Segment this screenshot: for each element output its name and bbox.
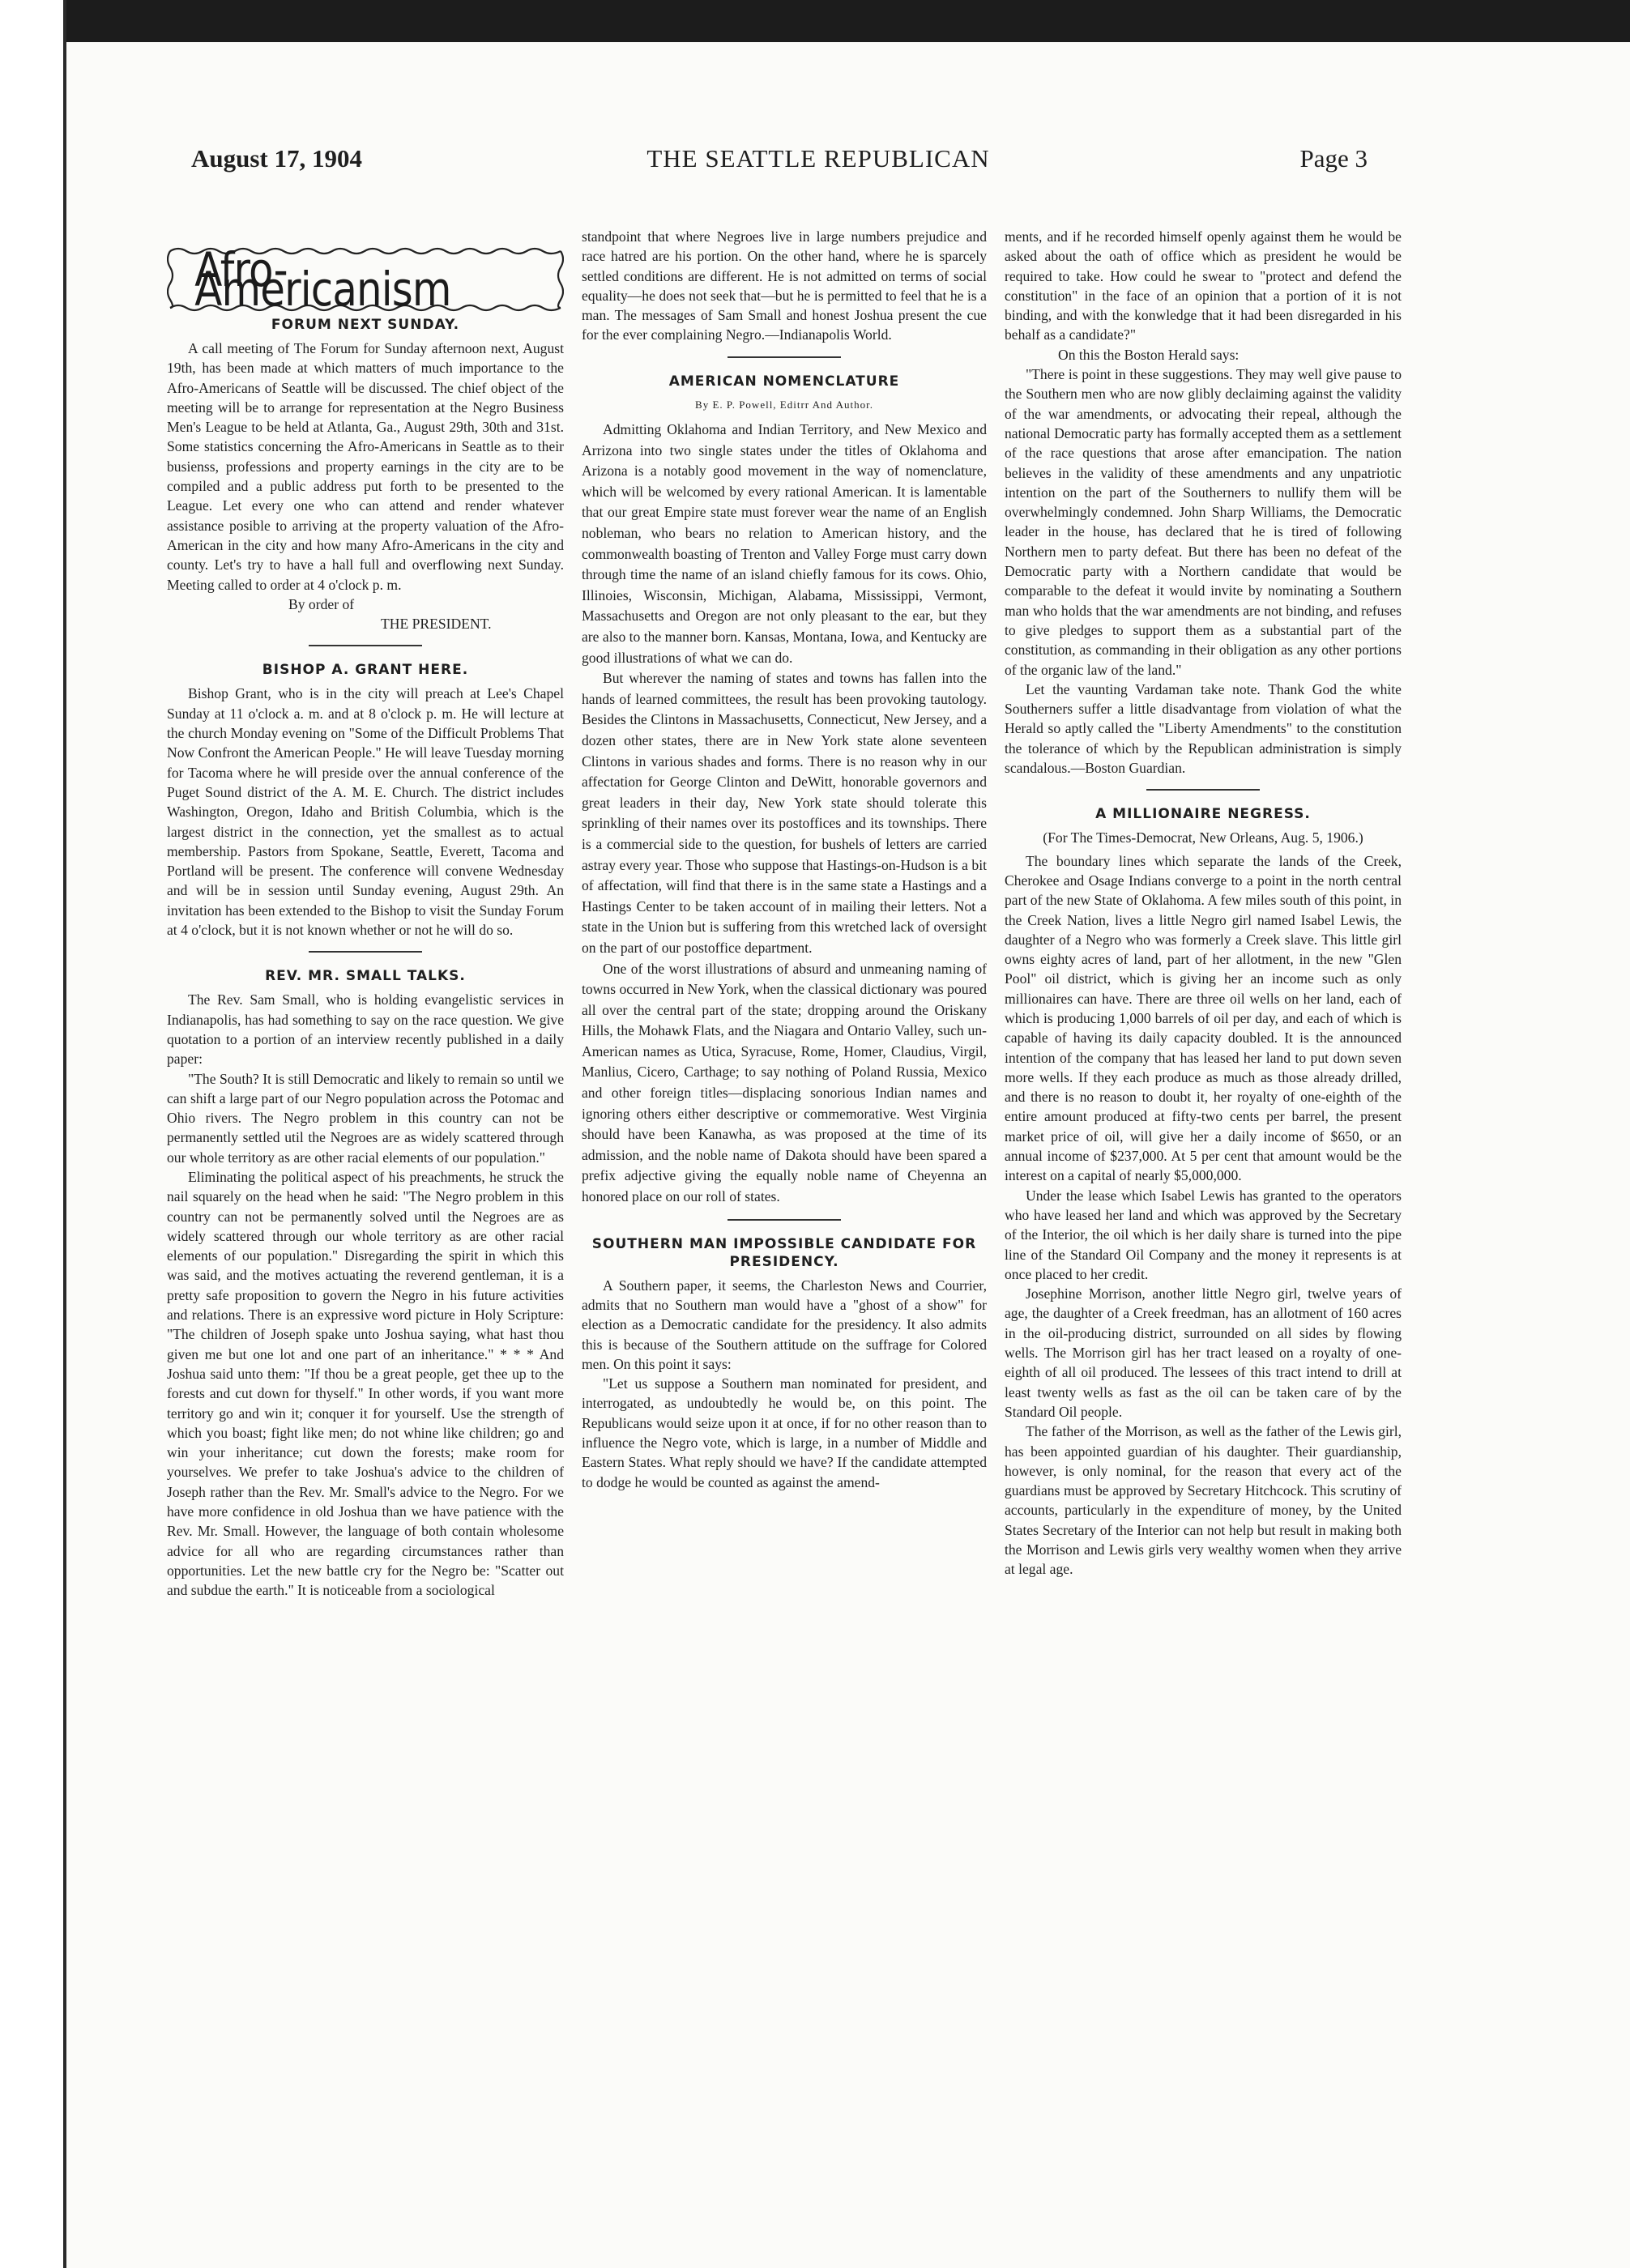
vardaman-paragraph: Let the vaunting Vardaman take note. Thank God the white Southerners suffer a little disadvantage from violation of what the Herald so aptly called the "Liberty Amendments" to the constitution the tolerance of which by the Republican administration is simply scandalous.—Boston Guardian. [1005, 680, 1402, 777]
article-divider [728, 356, 841, 358]
section-masthead [167, 241, 564, 317]
bishop-heading: BISHOP A. GRANT HERE. [262, 662, 469, 679]
article-divider [309, 951, 422, 953]
small-heading: REV. MR. SMALL TALKS. [265, 968, 466, 985]
article-divider [309, 645, 422, 646]
scan-top-border [0, 0, 1630, 42]
forum-signature-line: By order of [288, 595, 355, 612]
nomenclature-byline: By E. P. Powell, Editrr And Author. [695, 398, 873, 411]
issue-date: August 17, 1904 [191, 144, 363, 173]
nomenclature-paragraph-2: But wherever the naming of states and towns has fallen into the hands of learned committees, the result has been provoking tautology. Besides the Clintons in Massachusetts, Connecticut, New Jersey, and a dozen other states, there are in New York state alone seventeen Clintons in various shades and forms. There is no reason why in our affectation for George Clinton and DeWitt, honorable governors and great leaders in their day, New York state should tolerate this sprinkling of their names over its postoffices and its townships. There is a commercial side to the question, for bushels of letters are carried astray every year. Those who suppose that Hastings-on-Hudson is a bit of affectation, will find that there is in the same state a Hastings and a Hastings Center to be taken account of in mailing their letters. Not a state in the Union but is suffering from this wretched lack of oversight on the part of our postoffice department. [582, 670, 987, 956]
column-2 [582, 227, 987, 1492]
forum-paragraph: A call meeting of The Forum for Sunday afternoon next, August 19th, has been made at which matters of much importance to the Afro-Americans of Seattle will be discussed. The chief object of the meeting will be to arrange for representation at the Negro Business Men's League to be held at Atlanta, Ga., August 29th, 30th and 31st. Some statistics concerning the Afro-Americans in Seattle as to their busienss, professions and property earnings in the city are to be compiled and a public address put forth to be presented to the League. Let every one who can attend and render whatever assistance posible to arriving at the property valuation of the Afro-American in the city and how many Afro-Americans in the city and county. Let's try to have a hall full and overflowing next Sunday. Meeting called to order at 4 o'clock p. m. [167, 340, 564, 593]
millionaire-source: (For The Times-Democrat, New Orleans, Aug. 5, 1906.) [1043, 829, 1363, 846]
small-paragraph-2: "The South? It is still Democratic and likely to remain so until we can shift a large part of our Negro population across the Potomac and Ohio rivers. The Negro problem in this country can not be permanently settled util the Negroes are as widely scattered through our whole territory as are other racial elements of our population." [167, 1070, 564, 1166]
forum-signature-name: THE PRESIDENT. [381, 616, 492, 633]
nomenclature-paragraph-3: One of the worst illustrations of absurd and unmeaning naming of towns occurred in New York, when the classical dictionary was poured all over the central part of the state; dropping around the Oriskany Hills, the Mohawk Flats, and the Niagara and Ontario Valley, such un-American names as Utica, Syracuse, Rome, Homer, Claudius, Virgil, Manlius, Cicero, Carthage; to say nothing of Poland Russia, Mexico and other foreign titles—displacing sonorious Indian names and ignoring others either descriptive or commemorative. West Virginia should have been Kanawha, as was proposed at the time of its admission, and the noble name of Dakota should have been spared a prefix adjective giving the equally noble name of Cheyenna an honored place on our roll of states. [582, 960, 987, 1205]
boston-herald-quote: "There is point in these suggestions. They may well give pause to the Southern men who are now glibly declaiming against the validity of the war amendments, or advocating their repeal, although the national Democratic party has formally accepted them as a settlement of the race questions that arose after emancipation. The nation believes in the validity of these amendments and any unpatriotic intention on the part of the Southerners to nullify them will be overwhelmingly condemned. John Sharp Williams, the Democratic leader in the house, has declared that he is tired of following Northern men to party defeat. But there has been no defeat of the Democratic party with a Northern candidate that would be comparable to the defeat it would invite by nominating a Southern man who holds that the war amendments are not binding, and refuses to give pledges to support them as a substantial part of the constitution, as commanding in their obligation as any other portions of the organic law of the land." [1005, 366, 1402, 678]
small-paragraph-3: Eliminating the political aspect of his preachments, he struck the nail squarely on the head when he said: "The Negro problem in this country can not be permanently solved until the Negroes are as widely scattered through our whole territory as are other racial elements of our population." Disregarding the spirit in which this was said, and the motives actuating the reverend gentleman, it is a pretty safe proposition to govern the Negro in his future activities and relations. There is an expressive word picture in Holy Scripture: "The children of Joseph spake unto Joshua saying, what hast thou given me but one lot and one part of an inheritance." * * * And Joshua said unto them: "If thou be a great people, get thee up to the forests and cut down for thyself." In other words, if you want more territory go and win it; conquer it for yourself. Use the strength of which you boast; fight like men; do not whine like children; go and win your inheritance; cut down the forests; make room for yourselves. We prefer to take Joshua's advice to the children of Joseph rather than the Rev. Mr. Small's advice to the Negro. For we have more confidence in old Joshua than we have patience with the Rev. Mr. Small. However, the language of both contain wholesome advice for all who are regarding circumstances rather than opportunities. Let the new battle cry for the Negro be: "Scatter out and subdue the earth." It is noticeable from a sociological [167, 1168, 564, 1599]
paper-name: THE SEATTLE REPUBLICAN [646, 144, 990, 173]
page-number: Page 3 [1299, 144, 1368, 173]
southern-heading: SOUTHERN MAN IMPOSSIBLE CANDIDATE FOR PRESIDENCY. [591, 1235, 977, 1270]
southern-continuation: ments, and if he recorded himself openly against them he would be asked about the oath of office which as president he would be required to take. How could he swear to "protect and defend the constitution" in the face of an opinion that a portion of it is not binding, and with the konwledge that it had been disregarded in his behalf as a candidate?" [1005, 228, 1402, 343]
boston-herald-intro: On this the Boston Herald says: [1058, 346, 1240, 363]
millionaire-paragraph-3: Josephine Morrison, another little Negro girl, twelve years of age, the daughter of a Creek freedman, has an allotment of 160 acres in the oil-producing district, surrounded on all sides by flowing wells. The Morrison girl has her tract leased on a royalty of one-eighth of all oil produced. The lessees of this tract intend to drill at least twenty wells as fast as the oil can be taken care of by the Standard Oil people. [1005, 1285, 1402, 1420]
southern-paragraph-2: "Let us suppose a Southern man nominated for president, and interrogated, as undoubtedly he would be, on this point. The Republicans would seize upon it at once, if for no other reason than to influence the Negro vote, which is large, in a number of Middle and Eastern States. What reply should we have? If the candidate attempted to dodge he would be counted as against the amend- [582, 1375, 987, 1490]
small-continuation: standpoint that where Negroes live in large numbers prejudice and race hatred are his portion. On the other hand, where he is sparcely settled conditions are different. He is not admitted on terms of social equality—he does not seek that—but he is permitted to feel that he is a man. The messages of Sam Small and honest Joshua present the cue for the ever complaining Negro.—Indianapolis World. [582, 228, 987, 343]
southern-paragraph-1: A Southern paper, it seems, the Charleston News and Courrier, admits that no Southern man would have a "ghost of a show" for election as a Democratic candidate for the presidency. It also admits this is because of the Southern attitude on the suffrage for Colored men. On this point it says: [582, 1277, 987, 1372]
nomenclature-heading: AMERICAN NOMENCLATURE [668, 373, 900, 390]
millionaire-paragraph-2: Under the lease which Isabel Lewis has granted to the operators who have leased her land and which was approved by the Secretary of the Interior, the oil which is her daily share is turned into the pipe line of the Standard Oil Company and the money it represents is at once placed to her credit. [1005, 1187, 1402, 1282]
article-divider [728, 1219, 841, 1221]
article-divider [1146, 789, 1260, 791]
millionaire-paragraph-4: The father of the Morrison, as well as the father of the Lewis girl, has been appointed guardian of his daughter. Their guardianship, however, is only nominal, for the reason that every act of the guardians must be approved by Secretary Hitchcock. This scrutiny of accounts, particularly in the expenditure of money, by the United States Secretary of the Interior can not help but result in making both the Morrison and Lewis girls very wealthy women when they arrive at legal age. [1005, 1423, 1402, 1578]
column-1 [167, 237, 564, 1601]
bishop-paragraph: Bishop Grant, who is in the city will preach at Lee's Chapel Sunday at 11 o'clock a. m. and at 8 o'clock p. m. He will lecture at the church Monday evening on "Some of the Difficult Problems That Now Confront the American People." He will leave Tuesday morning for Tacoma where he will preside over the annual conference of the Puget Sound district of the A. M. E. Church. The district includes Washington, Oregon, Idaho and British Columbia, which is the largest district in the connection, yet the smallest as to actual membership. Pastors from Spokane, Seattle, Everett, Tacoma and Portland will be present. The conference will convene Wednesday and will be in session until Sunday evening, August 29th. An invitation has been extended to the Bishop to visit the Sunday Forum at 4 o'clock, but it is not known whether or not he will do so. [167, 685, 564, 939]
running-head [191, 139, 1368, 180]
nomenclature-paragraph-1: Admitting Oklahoma and Indian Territory, and New Mexico and Arrizona into two single states under the titles of Oklahoma and Arizona is a notably good movement in the way of nomenclature, which will be welcomed by every rational American. It is lamentable that our great Empire state must forever wear the name of an English nobleman, who bears no relation to American history, and the commonwealth boasting of Trenton and Valley Forge must carry down through time the name of an island chiefly famous for its cows. Ohio, Illinoies, Wisconsin, Michigan, Alabama, Mississippi, Vermont, Massachusetts and Oregon are not only pleasant to the ear, but they are also to the manner born. Kansas, Montana, Iowa, and Kentucky are good illustrations of what we can do. [582, 421, 987, 666]
millionaire-heading: A MILLIONAIRE NEGRESS. [1095, 806, 1311, 823]
masthead-title: Afro-Americanism [194, 241, 451, 317]
column-3 [1005, 227, 1402, 1580]
forum-heading: FORUM NEXT SUNDAY. [271, 317, 460, 333]
small-paragraph-1: The Rev. Sam Small, who is holding evangelistic services in Indianapolis, has had something to say on the race question. We give quotation to a portion of an interview recently published in a daily paper: [167, 991, 564, 1068]
millionaire-paragraph-1: The boundary lines which separate the lands of the Creek, Cherokee and Osage Indians converge to a point in the north central part of the new State of Oklahoma. A few miles south of this point, in the Creek Nation, lives a little Negro girl named Isabel Lewis, the daughter of a Negro who was formerly a Creek slave. This little girl owns eighty acres of land, part of her allotment, in the new "Glen Pool" oil district, which is giving her an income such as only millionaires can have. There are three oil wells on her land, each of which is producing 1,000 barrels of oil per day, and each of which is capable of having its daily capacity doubled. It is the announced intention of the company that has leased her land to put down seven more wells. If they each produce as much as those already drilled, and there is no reason to doubt it, her royalty of one-eighth of the entire amount produced at fifty-two cents per barrel, the present market price of oil, will give her a daily income of $650, or an annual income of $237,000. At 5 per cent that amount would be the interest on a capital of nearly $5,000,000. [1005, 852, 1402, 1184]
scan-left-margin [0, 0, 66, 2268]
